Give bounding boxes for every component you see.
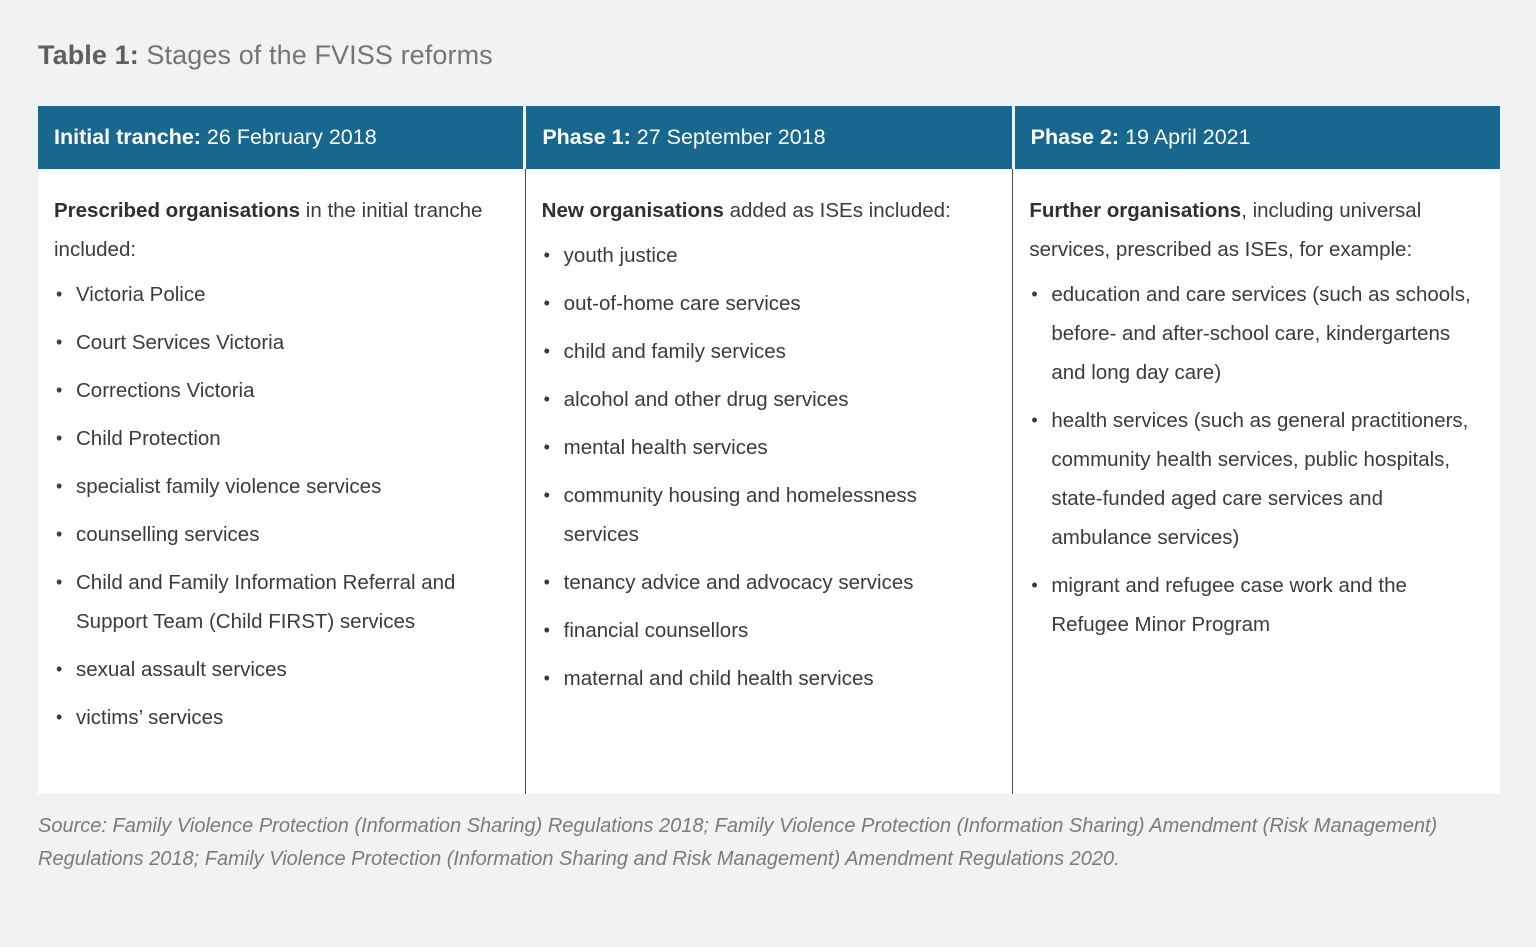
list-item: • maternal and child health services (542, 659, 991, 698)
cell-intro-lead-phase-2: Further organisations (1029, 199, 1242, 222)
table-caption-text: Stages of the FVISS reforms (138, 40, 493, 70)
table-caption-label: Table 1: (38, 40, 139, 70)
table-source-note: Source: Family Violence Protection (Information Sharing) Regulations 2018; Family Violence Protection (Information Sharing) Amendment (Risk Management) Regulations 2018; Family Violence Protection (Information Sharing and Risk Management) Amendment Regulations 2020. (38, 815, 1438, 870)
cell-intro-lead-initial-tranche: Prescribed organisations (54, 199, 301, 222)
list-item: • migrant and refugee case work and the Refugee Minor Program (1029, 566, 1478, 644)
table-cell-initial-tranche (38, 169, 526, 794)
cell-intro-initial-tranche (54, 191, 503, 269)
cell-intro-phase-2 (1029, 191, 1478, 269)
list-item: • Court Services Victoria (54, 323, 503, 362)
list-item: • tenancy advice and advocacy services (542, 563, 991, 602)
header-label-phase-2: Phase 2: (1030, 125, 1120, 149)
list-item: • financial counsellors (542, 611, 991, 650)
list-item: • sexual assault services (54, 650, 503, 689)
list-item: • child and family services (542, 332, 991, 371)
list-item: • victims’ services (54, 698, 503, 737)
table-body-row (38, 169, 1500, 794)
list-phase-2 (1029, 275, 1478, 644)
header-date-phase-1: 27 September 2018 (630, 125, 826, 149)
list-item: • education and care services (such as schools, before- and after-school care, kindergartens and long day care) (1029, 275, 1478, 392)
list-item: • Child and Family Information Referral and Support Team (Child FIRST) services (54, 563, 503, 641)
table-header-cell-phase-1 (526, 106, 1014, 169)
list-item: • Corrections Victoria (54, 371, 503, 410)
list-item: • mental health services (542, 428, 991, 467)
table-header-cell-phase-2 (1015, 106, 1500, 169)
list-item: • alcohol and other drug services (542, 380, 991, 419)
list-item: • Child Protection (54, 419, 503, 458)
list-phase-1 (542, 236, 991, 698)
list-item: • counselling services (54, 515, 503, 554)
cell-intro-lead-phase-1: New organisations (541, 199, 724, 222)
stages-table (38, 106, 1500, 794)
cell-intro-rest-initial-tranche: in the initial tranche included: (54, 199, 483, 261)
header-date-initial-tranche: 26 February 2018 (200, 125, 377, 149)
cell-intro-rest-phase-2: , including universal services, prescribed as ISEs, for example: (1029, 199, 1422, 261)
table-header-row (38, 106, 1500, 169)
header-label-initial-tranche: Initial tranche: (54, 125, 201, 149)
header-date-phase-2: 19 April 2021 (1119, 125, 1251, 149)
list-item: • community housing and homelessness services (542, 476, 991, 554)
list-item: • youth justice (542, 236, 991, 275)
list-item: • health services (such as general practitioners, community health services, public hospitals, state-funded aged care services and ambulance services) (1029, 401, 1478, 557)
table-cell-phase-1 (526, 169, 1014, 794)
table-cell-phase-2 (1013, 169, 1500, 794)
list-item: • Victoria Police (54, 275, 503, 314)
list-item: • out-of-home care services (542, 284, 991, 323)
cell-intro-rest-phase-1: added as ISEs included: (723, 199, 951, 222)
list-item: • specialist family violence services (54, 467, 503, 506)
cell-intro-phase-1 (542, 191, 991, 230)
table-header-cell-initial-tranche (38, 106, 526, 169)
header-label-phase-1: Phase 1: (542, 125, 631, 149)
list-initial-tranche (54, 275, 503, 737)
table-caption (38, 36, 493, 74)
